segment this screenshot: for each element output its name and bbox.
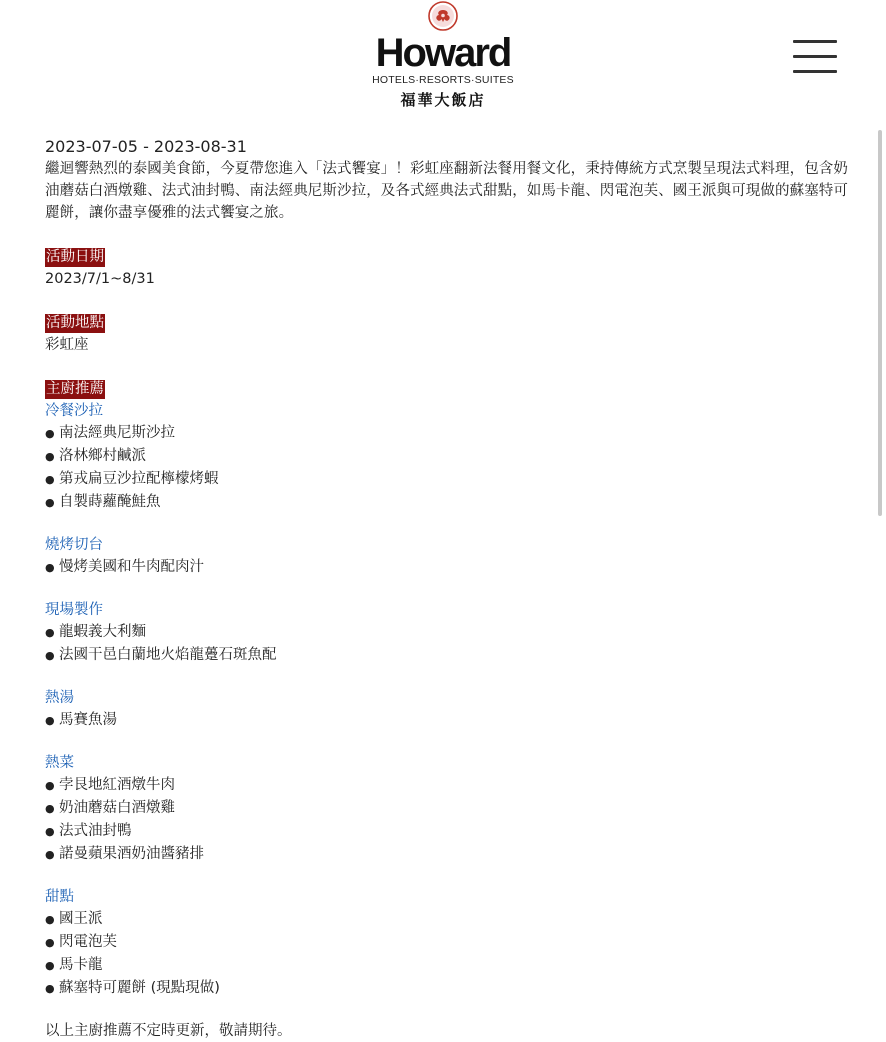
bullet-icon: ● <box>45 802 55 815</box>
menu-item <box>45 445 855 468</box>
menu-item-list <box>45 422 855 514</box>
menu-item <box>45 977 855 1000</box>
menu-group <box>45 599 855 667</box>
menu-category-title: 冷餐沙拉 <box>45 403 103 419</box>
menu-item-text: 蘇塞特可麗餅 (現點現做) <box>59 980 220 996</box>
menu-category-title: 燒烤切台 <box>45 537 103 553</box>
menu-category-title: 熱湯 <box>45 690 74 706</box>
event-date-range: 2023-07-05 - 2023-08-31 <box>45 137 247 156</box>
logo-tagline: HOTELS·RESORTS·SUITES <box>372 74 514 86</box>
menu-item-text: 自製蒔蘿醃鮭魚 <box>59 494 161 510</box>
bullet-icon: ● <box>45 959 55 972</box>
event-venue-value: 彩虹座 <box>45 337 89 353</box>
bullet-icon: ● <box>45 825 55 838</box>
menu-item-text: 國王派 <box>59 911 103 927</box>
event-date-value: 2023/7/1~8/31 <box>45 271 155 287</box>
menu-item <box>45 491 855 514</box>
bullet-icon: ● <box>45 848 55 861</box>
bullet-icon: ● <box>45 779 55 792</box>
menu-group <box>45 752 855 866</box>
menu-item-text: 法國干邑白蘭地火焰龍躉石斑魚配 <box>59 647 277 663</box>
menu-item <box>45 820 855 843</box>
logo-wordmark: Howard <box>375 31 511 75</box>
bullet-icon: ● <box>45 473 55 486</box>
bullet-icon: ● <box>45 649 55 662</box>
menu-category-title: 現場製作 <box>45 602 103 618</box>
menu-item-list <box>45 774 855 866</box>
menu-item <box>45 797 855 820</box>
menu-item <box>45 774 855 797</box>
bullet-icon: ● <box>45 427 55 440</box>
menu-item <box>45 908 855 931</box>
menu-groups <box>45 400 855 1000</box>
menu-line <box>793 55 837 58</box>
bullet-icon: ● <box>45 982 55 995</box>
menu-group <box>45 400 855 514</box>
menu-item <box>45 931 855 954</box>
menu-item-text: 第戎扁豆沙拉配檸檬烤蝦 <box>59 471 219 487</box>
menu-item-text: 南法經典尼斯沙拉 <box>59 425 175 441</box>
menu-category-title: 甜點 <box>45 889 74 905</box>
menu-item-text: 龍蝦義大利麵 <box>59 624 146 640</box>
menu-item-text: 馬賽魚湯 <box>59 712 117 728</box>
menu-item-list <box>45 908 855 1000</box>
hamburger-menu-icon[interactable] <box>790 36 840 78</box>
event-venue-label: 活動地點 <box>46 315 104 331</box>
menu-item-list <box>45 709 855 732</box>
menu-item <box>45 843 855 866</box>
site-header <box>0 0 886 130</box>
howard-logo[interactable] <box>362 0 524 114</box>
menu-item-list <box>45 621 855 667</box>
bullet-icon: ● <box>45 450 55 463</box>
bullet-icon: ● <box>45 913 55 926</box>
chef-recommend-section <box>45 378 855 1000</box>
event-content <box>45 136 855 1042</box>
menu-line <box>793 70 837 73</box>
menu-category-title: 熱菜 <box>45 755 74 771</box>
menu-line <box>793 40 837 43</box>
bullet-icon: ● <box>45 936 55 949</box>
menu-item-text: 諾曼蘋果酒奶油醬豬排 <box>59 846 204 862</box>
howard-emblem-icon <box>428 1 458 31</box>
event-date-section <box>45 246 855 290</box>
logo-chinese-name: 福華大飯店 <box>400 91 486 109</box>
menu-item-text: 慢烤美國和牛肉配肉汁 <box>59 559 204 575</box>
chef-recommend-label: 主廚推薦 <box>46 381 104 397</box>
menu-item-text: 閃電泡芙 <box>59 934 117 950</box>
menu-group <box>45 687 855 732</box>
menu-item-text: 孛艮地紅酒燉牛肉 <box>59 777 175 793</box>
event-venue-section <box>45 312 855 356</box>
page-scrollbar[interactable] <box>878 130 882 516</box>
menu-item-list <box>45 556 855 579</box>
menu-item <box>45 468 855 491</box>
menu-item <box>45 621 855 644</box>
menu-group <box>45 534 855 579</box>
menu-item <box>45 556 855 579</box>
bullet-icon: ● <box>45 496 55 509</box>
menu-group <box>45 886 855 1000</box>
menu-item <box>45 709 855 732</box>
menu-item-text: 洛林鄉村鹹派 <box>59 448 146 464</box>
footer-note: 以上主廚推薦不定時更新，敬請期待。 <box>45 1023 292 1039</box>
menu-item <box>45 954 855 977</box>
bullet-icon: ● <box>45 714 55 727</box>
menu-item <box>45 644 855 667</box>
bullet-icon: ● <box>45 626 55 639</box>
event-intro: 繼迴響熱烈的泰國美食節，今夏帶您進入「法式饗宴」！彩虹座翻新法餐用餐文化，秉持傳統方式烹製呈現法式料理，包含奶油蘑菇白酒燉雞、法式油封鴨、南法經典尼斯沙拉，及各式經典法式甜點，如馬卡龍、閃電泡芙、國王派與可現做的蘇塞特可麗餅，讓你盡享優雅的法式饗宴之旅。 <box>45 161 848 221</box>
menu-item-text: 奶油蘑菇白酒燉雞 <box>59 800 175 816</box>
bullet-icon: ● <box>45 561 55 574</box>
menu-item-text: 馬卡龍 <box>59 957 103 973</box>
menu-item <box>45 422 855 445</box>
menu-item-text: 法式油封鴨 <box>59 823 132 839</box>
event-date-label: 活動日期 <box>46 249 104 265</box>
